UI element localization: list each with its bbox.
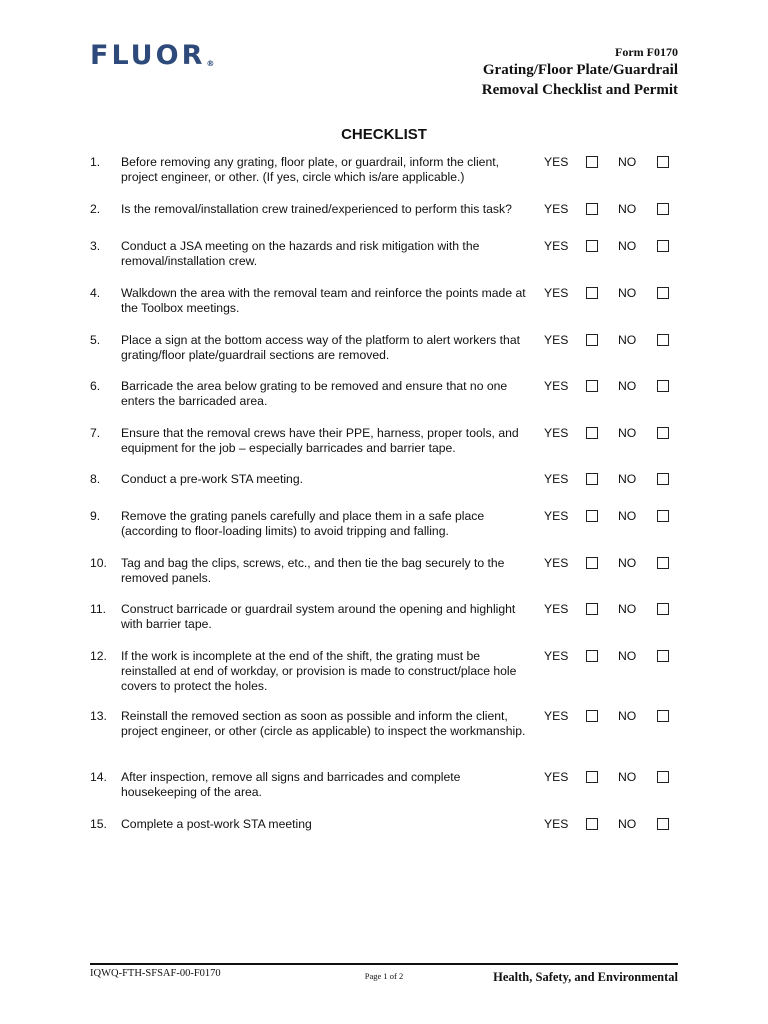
no-checkbox[interactable] bbox=[657, 818, 669, 830]
yes-checkbox[interactable] bbox=[586, 156, 598, 168]
no-label: NO bbox=[618, 472, 637, 486]
no-checkbox[interactable] bbox=[657, 287, 669, 299]
yes-checkbox[interactable] bbox=[586, 240, 598, 252]
item-text: Before removing any grating, floor plate, or guardrail, inform the client, project engineer, or other. (If yes, circle which is/are applicable.) bbox=[121, 155, 500, 184]
yes-checkbox[interactable] bbox=[586, 334, 598, 346]
no-label: NO bbox=[618, 379, 637, 393]
no-checkbox[interactable] bbox=[657, 427, 669, 439]
item-number: 6. bbox=[90, 379, 101, 393]
yes-label: YES bbox=[544, 770, 569, 784]
no-label: NO bbox=[618, 770, 637, 784]
item-number: 7. bbox=[90, 426, 101, 440]
yes-checkbox[interactable] bbox=[586, 473, 598, 485]
no-checkbox[interactable] bbox=[657, 710, 669, 722]
item-number: 15. bbox=[90, 817, 107, 831]
item-text: Reinstall the removed section as soon as possible and inform the client, project engineer, or other (circle as applicable) to inspect the workmanship. bbox=[121, 709, 526, 738]
no-label: NO bbox=[618, 155, 637, 169]
item-number: 8. bbox=[90, 472, 101, 486]
footer-department: Health, Safety, and Environmental bbox=[493, 970, 678, 984]
checklist-title: CHECKLIST bbox=[341, 126, 427, 143]
no-checkbox[interactable] bbox=[657, 473, 669, 485]
fluor-logo bbox=[90, 40, 214, 71]
item-text: Is the removal/installation crew trained/experienced to perform this task? bbox=[121, 202, 512, 216]
yes-label: YES bbox=[544, 472, 569, 486]
no-checkbox[interactable] bbox=[657, 650, 669, 662]
yes-label: YES bbox=[544, 709, 569, 723]
item-text: If the work is incomplete at the end of the shift, the grating must be reinstalled at end of workday, or provision is made to construct/place hole covers to protect the holes. bbox=[121, 649, 517, 693]
no-label: NO bbox=[618, 286, 637, 300]
form-title-line1: Grating/Floor Plate/Guardrail bbox=[482, 62, 678, 78]
item-number: 11. bbox=[90, 602, 107, 616]
yes-checkbox[interactable] bbox=[586, 203, 598, 215]
yes-label: YES bbox=[544, 509, 569, 523]
item-text: Construct barricade or guardrail system around the opening and highlight with barrier tape. bbox=[121, 602, 516, 631]
item-number: 5. bbox=[90, 333, 101, 347]
item-number: 13. bbox=[90, 709, 107, 723]
no-label: NO bbox=[618, 202, 637, 216]
no-label: NO bbox=[618, 649, 637, 663]
item-text: Tag and bag the clips, screws, etc., and then tie the bag securely to the removed panels. bbox=[121, 556, 505, 585]
item-text: Ensure that the removal crews have their PPE, harness, proper tools, and equipment for the job – especially barricades and barrier tape. bbox=[121, 426, 519, 455]
item-text: Conduct a pre-work STA meeting. bbox=[121, 472, 303, 486]
footer-divider bbox=[90, 963, 678, 965]
item-number: 14. bbox=[90, 770, 107, 784]
item-text: Walkdown the area with the removal team and reinforce the points made at the Toolbox meetings. bbox=[121, 286, 526, 315]
yes-checkbox[interactable] bbox=[586, 557, 598, 569]
item-number: 4. bbox=[90, 286, 101, 300]
yes-label: YES bbox=[544, 379, 569, 393]
footer-page-number: Page 1 of 2 bbox=[364, 971, 404, 981]
form-header bbox=[482, 44, 678, 100]
yes-checkbox[interactable] bbox=[586, 650, 598, 662]
yes-checkbox[interactable] bbox=[586, 510, 598, 522]
no-checkbox[interactable] bbox=[657, 240, 669, 252]
item-text: Place a sign at the bottom access way of the platform to alert workers that grating/floor plate/guardrail sections are removed. bbox=[121, 333, 520, 362]
no-label: NO bbox=[618, 333, 637, 347]
no-label: NO bbox=[618, 509, 637, 523]
yes-checkbox[interactable] bbox=[586, 818, 598, 830]
yes-checkbox[interactable] bbox=[586, 603, 598, 615]
form-number: Form F0170 bbox=[615, 45, 678, 59]
registered-mark: ® bbox=[206, 59, 215, 68]
no-label: NO bbox=[618, 817, 637, 831]
form-title-line2: Removal Checklist and Permit bbox=[481, 82, 678, 98]
no-label: NO bbox=[618, 709, 637, 723]
item-text: After inspection, remove all signs and barricades and complete housekeeping of the area. bbox=[121, 770, 461, 799]
yes-checkbox[interactable] bbox=[586, 287, 598, 299]
no-checkbox[interactable] bbox=[657, 203, 669, 215]
yes-checkbox[interactable] bbox=[586, 427, 598, 439]
yes-label: YES bbox=[544, 556, 569, 570]
no-checkbox[interactable] bbox=[657, 156, 669, 168]
yes-label: YES bbox=[544, 155, 569, 169]
yes-label: YES bbox=[544, 602, 569, 616]
yes-label: YES bbox=[544, 202, 569, 216]
no-checkbox[interactable] bbox=[657, 603, 669, 615]
item-text: Conduct a JSA meeting on the hazards and risk mitigation with the removal/installation crew. bbox=[121, 239, 480, 268]
no-label: NO bbox=[618, 239, 637, 253]
no-checkbox[interactable] bbox=[657, 771, 669, 783]
yes-checkbox[interactable] bbox=[586, 380, 598, 392]
yes-label: YES bbox=[544, 286, 569, 300]
no-checkbox[interactable] bbox=[657, 557, 669, 569]
yes-checkbox[interactable] bbox=[586, 710, 598, 722]
no-checkbox[interactable] bbox=[657, 334, 669, 346]
no-label: NO bbox=[618, 602, 637, 616]
yes-label: YES bbox=[544, 333, 569, 347]
item-text: Remove the grating panels carefully and place them in a safe place (according to floor-loading limits) to avoid tripping and falling. bbox=[121, 509, 485, 538]
yes-label: YES bbox=[544, 239, 569, 253]
item-text: Barricade the area below grating to be removed and ensure that no one enters the barricaded area. bbox=[121, 379, 508, 408]
item-number: 12. bbox=[90, 649, 107, 663]
yes-label: YES bbox=[544, 426, 569, 440]
no-label: NO bbox=[618, 556, 637, 570]
item-number: 3. bbox=[90, 239, 101, 253]
yes-label: YES bbox=[544, 817, 569, 831]
item-number: 2. bbox=[90, 202, 101, 216]
item-number: 1. bbox=[90, 155, 101, 169]
yes-checkbox[interactable] bbox=[586, 771, 598, 783]
footer-form-code: IQWQ-FTH-SFSAF-00-F0170 bbox=[90, 968, 221, 979]
no-label: NO bbox=[618, 426, 637, 440]
item-number: 10. bbox=[90, 556, 107, 570]
item-number: 9. bbox=[90, 509, 101, 523]
no-checkbox[interactable] bbox=[657, 510, 669, 522]
item-text: Complete a post-work STA meeting bbox=[121, 817, 312, 831]
no-checkbox[interactable] bbox=[657, 380, 669, 392]
logo-text: FLUOR bbox=[90, 40, 206, 71]
yes-label: YES bbox=[544, 649, 569, 663]
